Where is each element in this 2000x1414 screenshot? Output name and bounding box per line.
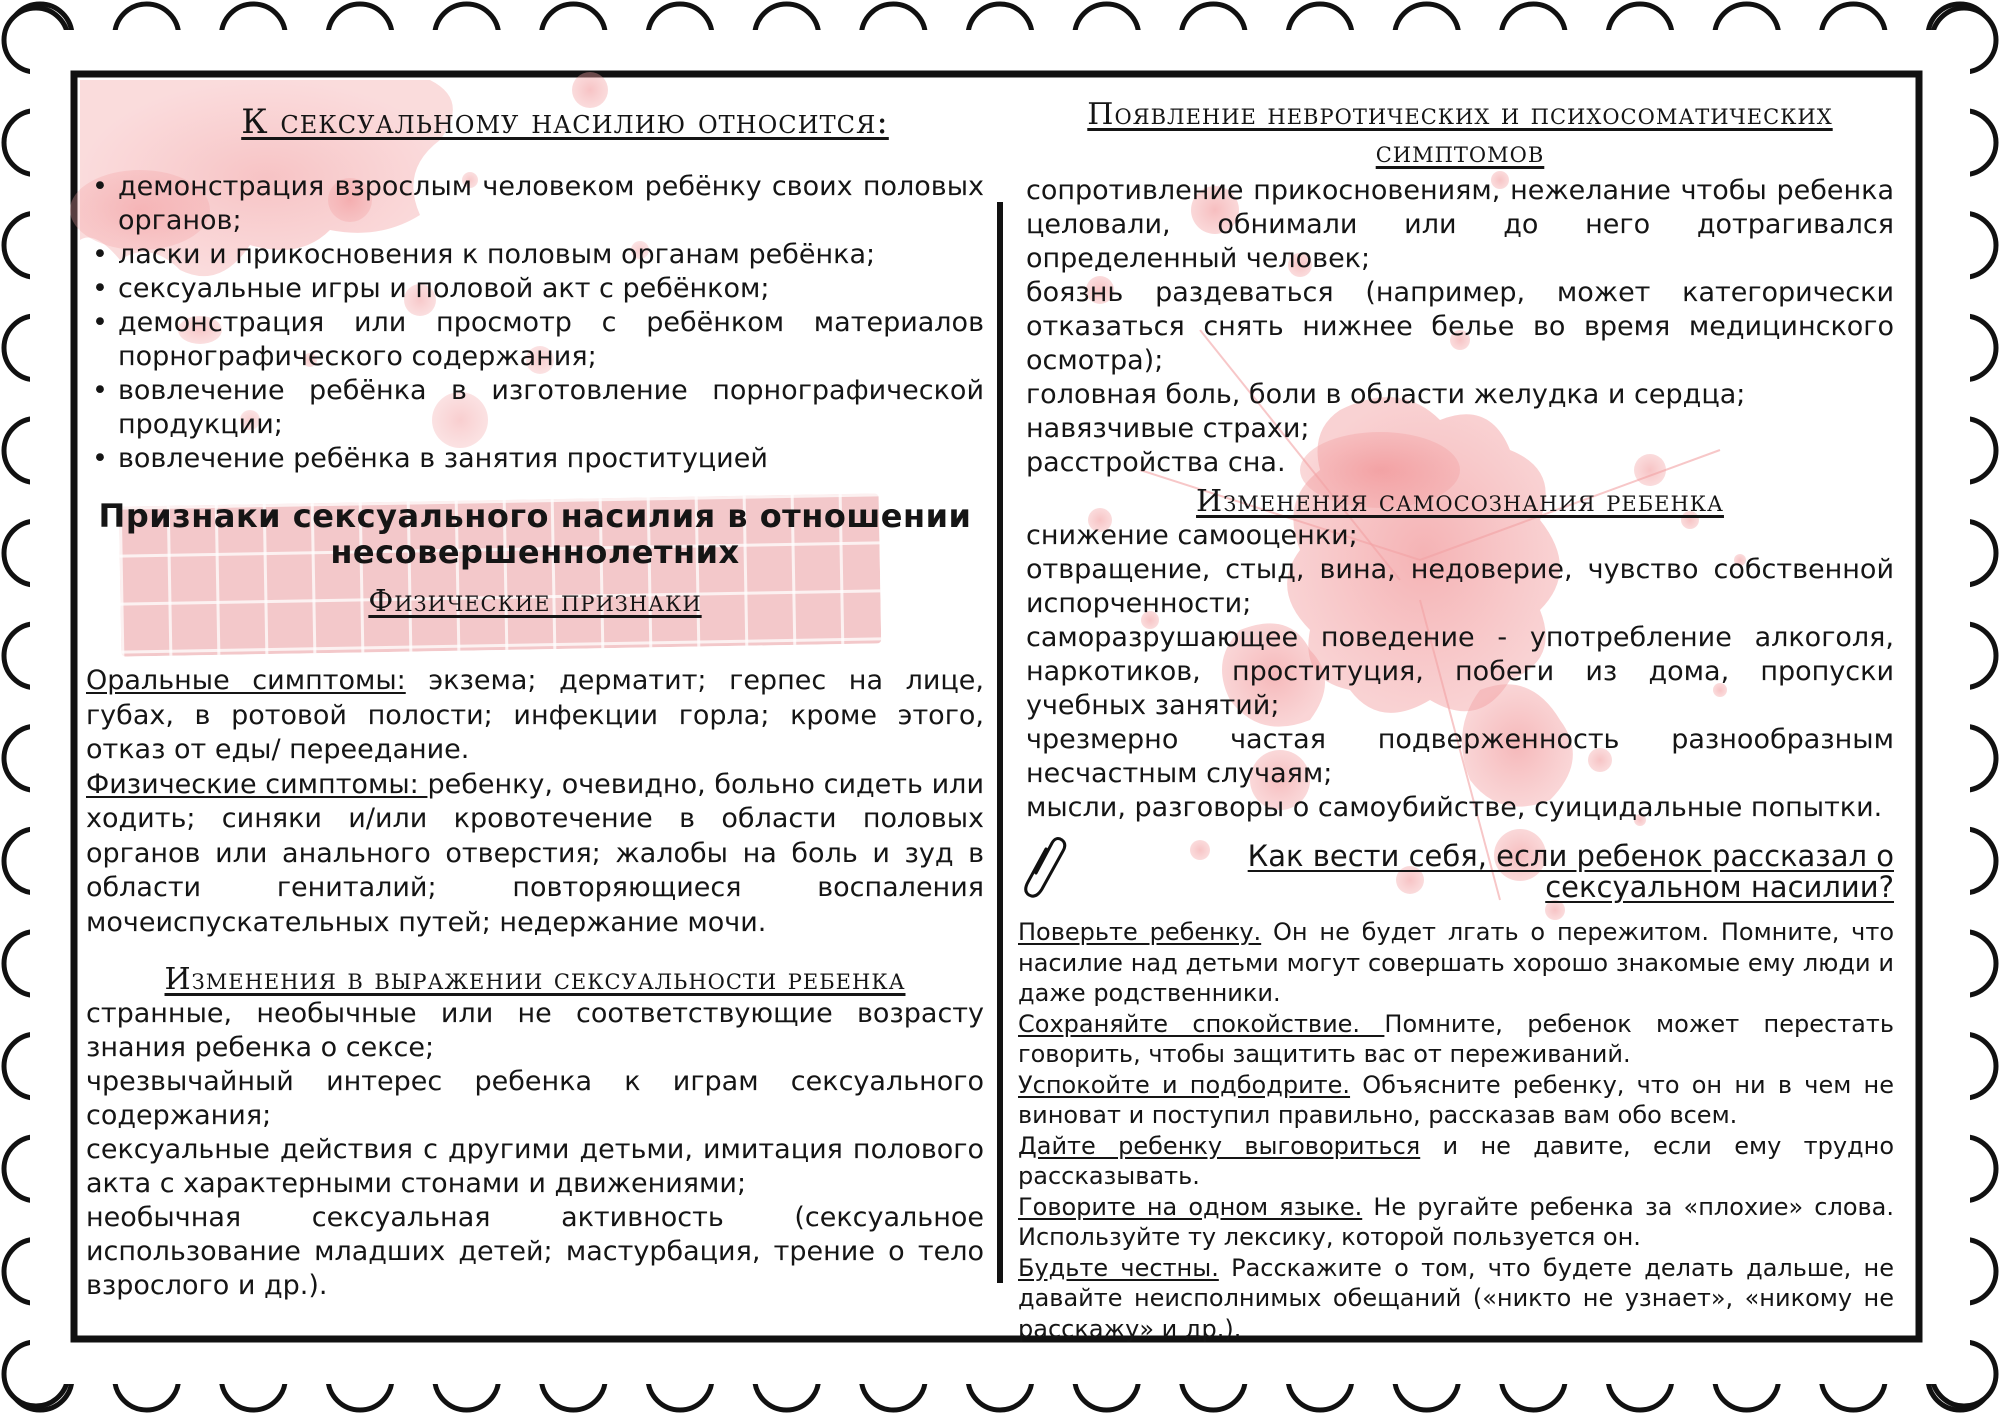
signs-title-block: [86, 492, 984, 652]
sexuality-expression-heading: Изменения в выражении сексуальности ребенка: [164, 962, 906, 997]
right-column: [1018, 74, 1895, 1344]
list-item: чрезвычайный интерес ребенка к играм сексуального содержания;: [86, 1066, 984, 1131]
tip-lead: Будьте честны.: [1018, 1253, 1219, 1282]
physical-symptoms-text: ребенку, очевидно, больно сидеть или ходить; синяки и/или кровотечение в области половых органов или анального отверстия; жалобы на боль и зуд в области гениталий; повторяющиеся воспаления мочеиспускательных путей; недержание мочи.: [86, 768, 984, 938]
oral-symptoms-text: экзема; дерматит; герпес на лице, губах, в ротовой полости; инфекции горла; кроме этого, отказ от еды/ переедание.: [86, 665, 984, 765]
tip-item: [1018, 1070, 1894, 1131]
list-item: мысли, разговоры о самоубийстве, суицидальные попытки.: [1026, 792, 1883, 823]
list-item: навязчивые страхи;: [1026, 413, 1310, 444]
tip-text: и не давите, если ему трудно рассказывать.: [1018, 1131, 1894, 1190]
list-item: • ласки и прикосновения к половым органам ребёнка;: [86, 238, 984, 272]
violence-list: [86, 170, 984, 476]
physical-symptoms-label: Физические симптомы:: [86, 768, 428, 800]
list-item: сексуальные действия с другими детьми, имитация полового акта с характерными стонами и движениями;: [86, 1134, 984, 1199]
list-item: головная боль, боли в области желудка и сердца;: [1026, 379, 1746, 410]
list-item: боязнь раздеваться (например, может категорически отказаться снять нижнее белье во время медицинского осмотра);: [1026, 277, 1894, 376]
oral-symptoms-paragraph: [86, 664, 984, 768]
tip-item: [1018, 1131, 1894, 1192]
list-item: чрезмерно частая подверженность разнообразным несчастным случаям;: [1026, 724, 1894, 789]
list-item: • вовлечение ребёнка в занятия проституцией: [86, 442, 984, 476]
tip-text: Он не будет лгать о пережитом. Помните, что насилие над детьми могут совершать хорошо знакомые ему люди и даже родственники.: [1018, 918, 1894, 1007]
paperclip-icon: [1022, 833, 1068, 905]
how-to-behave-title: Как вести себя, если ребенок рассказал о сексуальном насилии?: [1247, 839, 1894, 904]
tip-item: [1018, 1009, 1894, 1070]
list-item: • сексуальные игры и половой акт с ребёнком;: [86, 272, 984, 306]
tip-lead: Поверьте ребенку.: [1018, 918, 1262, 946]
tip-lead: Успокойте и подбодрите.: [1018, 1070, 1351, 1099]
column-divider: [997, 202, 1003, 1283]
list-item: отвращение, стыд, вина, недоверие, чувство собственной испорченности;: [1026, 554, 1894, 619]
tip-item: [1018, 917, 1894, 1009]
list-item: странные, необычные или не соответствующие возрасту знания ребенка о сексе;: [86, 998, 984, 1063]
list-item: расстройства сна.: [1026, 447, 1286, 478]
violence-definition-heading: К сексуальному насилию относится:: [241, 102, 889, 142]
tip-text: Объясните ребенку, что он ни в чем не виноват и поступил правильно, рассказав вам обо всем.: [1018, 1070, 1895, 1129]
list-item: саморазрушающее поведение - употребление алкоголя, наркотиков, проституция, побеги из дома, пропуски учебных занятий;: [1026, 622, 1894, 721]
tip-text: Помните, ребенок может перестать говорить, чтобы защитить вас от переживаний.: [1018, 1009, 1894, 1068]
self-awareness-list: [1026, 519, 1894, 825]
tip-item: [1018, 1192, 1894, 1253]
oral-symptoms-label: Оральные симптомы:: [86, 665, 406, 696]
signs-title: Признаки сексуального насилия в отношении несовершеннолетних: [98, 497, 972, 571]
tips-list: [1018, 917, 1894, 1344]
content-area: [74, 74, 1919, 1343]
tip-text: Не ругайте ребенка за «плохие» слова. Используйте ту лексику, которой пользуется он.: [1018, 1192, 1894, 1251]
list-item: • вовлечение ребёнка в изготовление порнографической продукции;: [86, 374, 984, 442]
tip-lead: Говорите на одном языке.: [1018, 1192, 1363, 1221]
list-item: снижение самооценки;: [1026, 520, 1358, 551]
list-item: • демонстрация взрослым человеком ребёнку своих половых органов;: [86, 170, 984, 238]
neurotic-symptoms-list: [1026, 174, 1894, 480]
physical-symptoms-paragraph: [86, 768, 984, 941]
self-awareness-heading: Изменения самосознания ребенка: [1196, 484, 1724, 519]
tip-lead: Сохраняйте спокойствие.: [1018, 1009, 1385, 1038]
tip-text: Расскажите о том, что будете делать дальше, не давайте неисполнимых обещаний («никто не узнает», «никому не расскажу» и др.).: [1018, 1253, 1894, 1343]
neurotic-symptoms-heading: Появление невротических и психосоматических симптомов: [1087, 97, 1833, 170]
tip-item: [1018, 1253, 1894, 1345]
physical-signs-heading: Физические признаки: [368, 584, 702, 619]
left-column: [86, 74, 984, 1303]
sexuality-expression-list: [86, 997, 984, 1303]
tip-lead: Дайте ребенку выговориться: [1018, 1131, 1421, 1160]
how-to-behave-heading: [1026, 841, 1894, 903]
list-item: сопротивление прикосновениям, нежелание чтобы ребенка целовали, обнимали или до него дотрагивался определенный человек;: [1026, 175, 1894, 274]
list-item: необычная сексуальная активность (сексуальное использование младших детей; мастурбация, трение о тело взрослого и др.).: [86, 1202, 984, 1301]
list-item: • демонстрация или просмотр с ребёнком материалов порнографического содержания;: [86, 306, 984, 374]
